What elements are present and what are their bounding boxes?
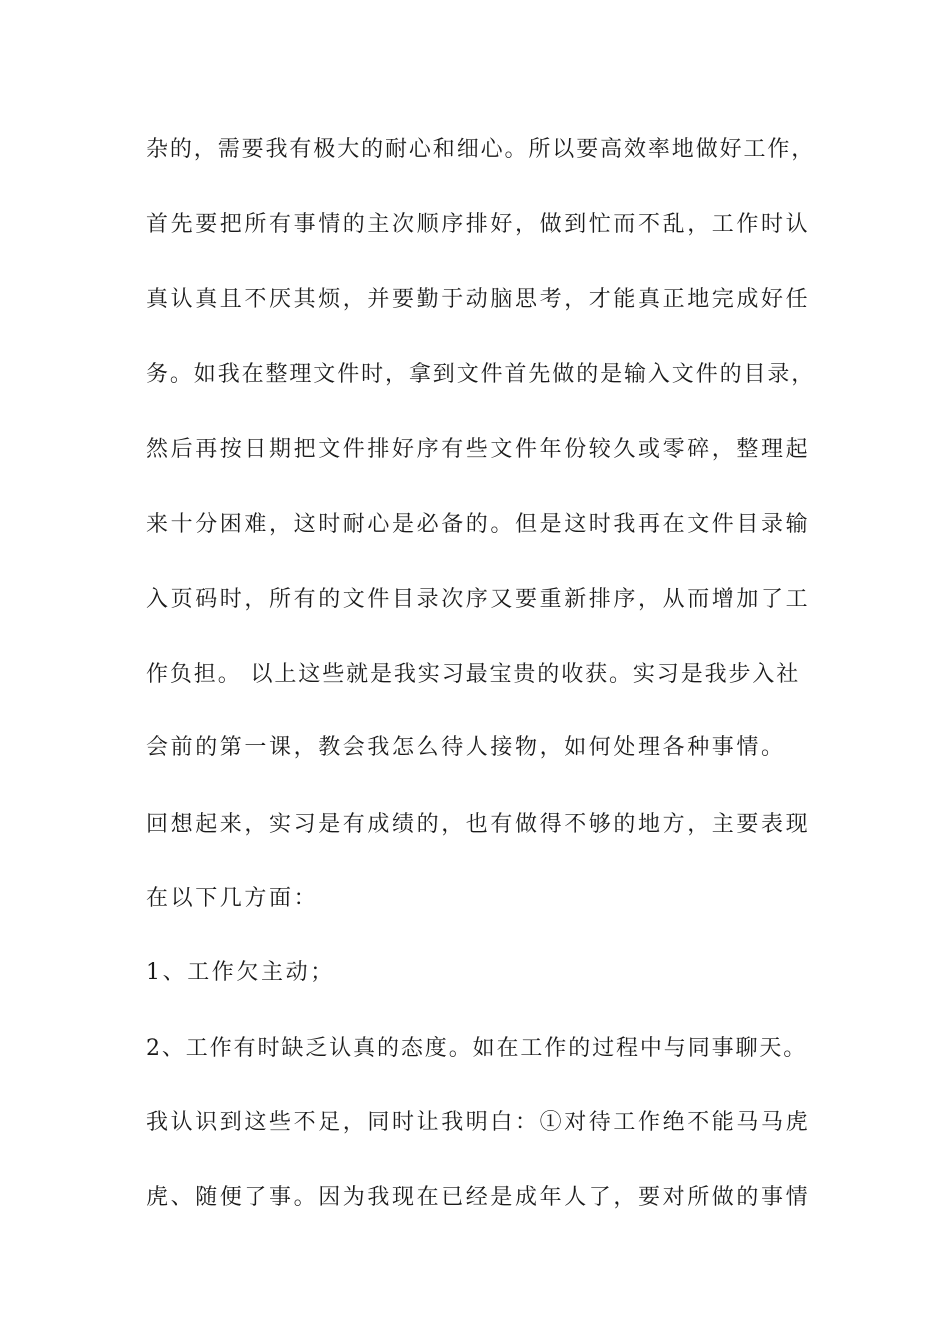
text-line: 来十分困难，这时耐心是必备的。但是这时我再在文件目录输 — [146, 512, 811, 537]
text-line: 在以下几方面： — [146, 886, 319, 911]
text-line: 入页码时，所有的文件目录次序又要重新排序，从而增加了工 — [146, 587, 811, 612]
list-item: 2、工作有时缺乏认真的态度。如在工作的过程中与同事聊天。 — [146, 1036, 808, 1061]
text-line: 杂的，需要我有极大的耐心和细心。所以要高效率地做好工作， — [146, 137, 816, 162]
text-line: 务。如我在整理文件时，拿到文件首先做的是输入文件的目录， — [146, 362, 816, 387]
text-line: 真认真且不厌其烦，并要勤于动脑思考，才能真正地完成好任 — [146, 287, 811, 312]
list-item: 1、工作欠主动； — [146, 960, 335, 985]
text-line: 虎、随便了事。因为我现在已经是成年人了，要对所做的事情 — [146, 1185, 811, 1210]
text-line: 会前的第一课，教会我怎么待人接物，如何处理各种事情。 — [146, 735, 786, 760]
text-line: 然后再按日期把文件排好序有些文件年份较久或零碎，整理起 — [146, 437, 811, 462]
text-line: 我认识到这些不足，同时让我明白：①对待工作绝不能马马虎 — [146, 1110, 811, 1135]
text-line: 首先要把所有事情的主次顺序排好，做到忙而不乱，工作时认 — [146, 212, 811, 237]
text-line: 回想起来，实习是有成绩的，也有做得不够的地方，主要表现 — [146, 812, 811, 837]
text-line: 作负担。 以上这些就是我实习最宝贵的收获。实习是我步入社 — [146, 662, 801, 687]
